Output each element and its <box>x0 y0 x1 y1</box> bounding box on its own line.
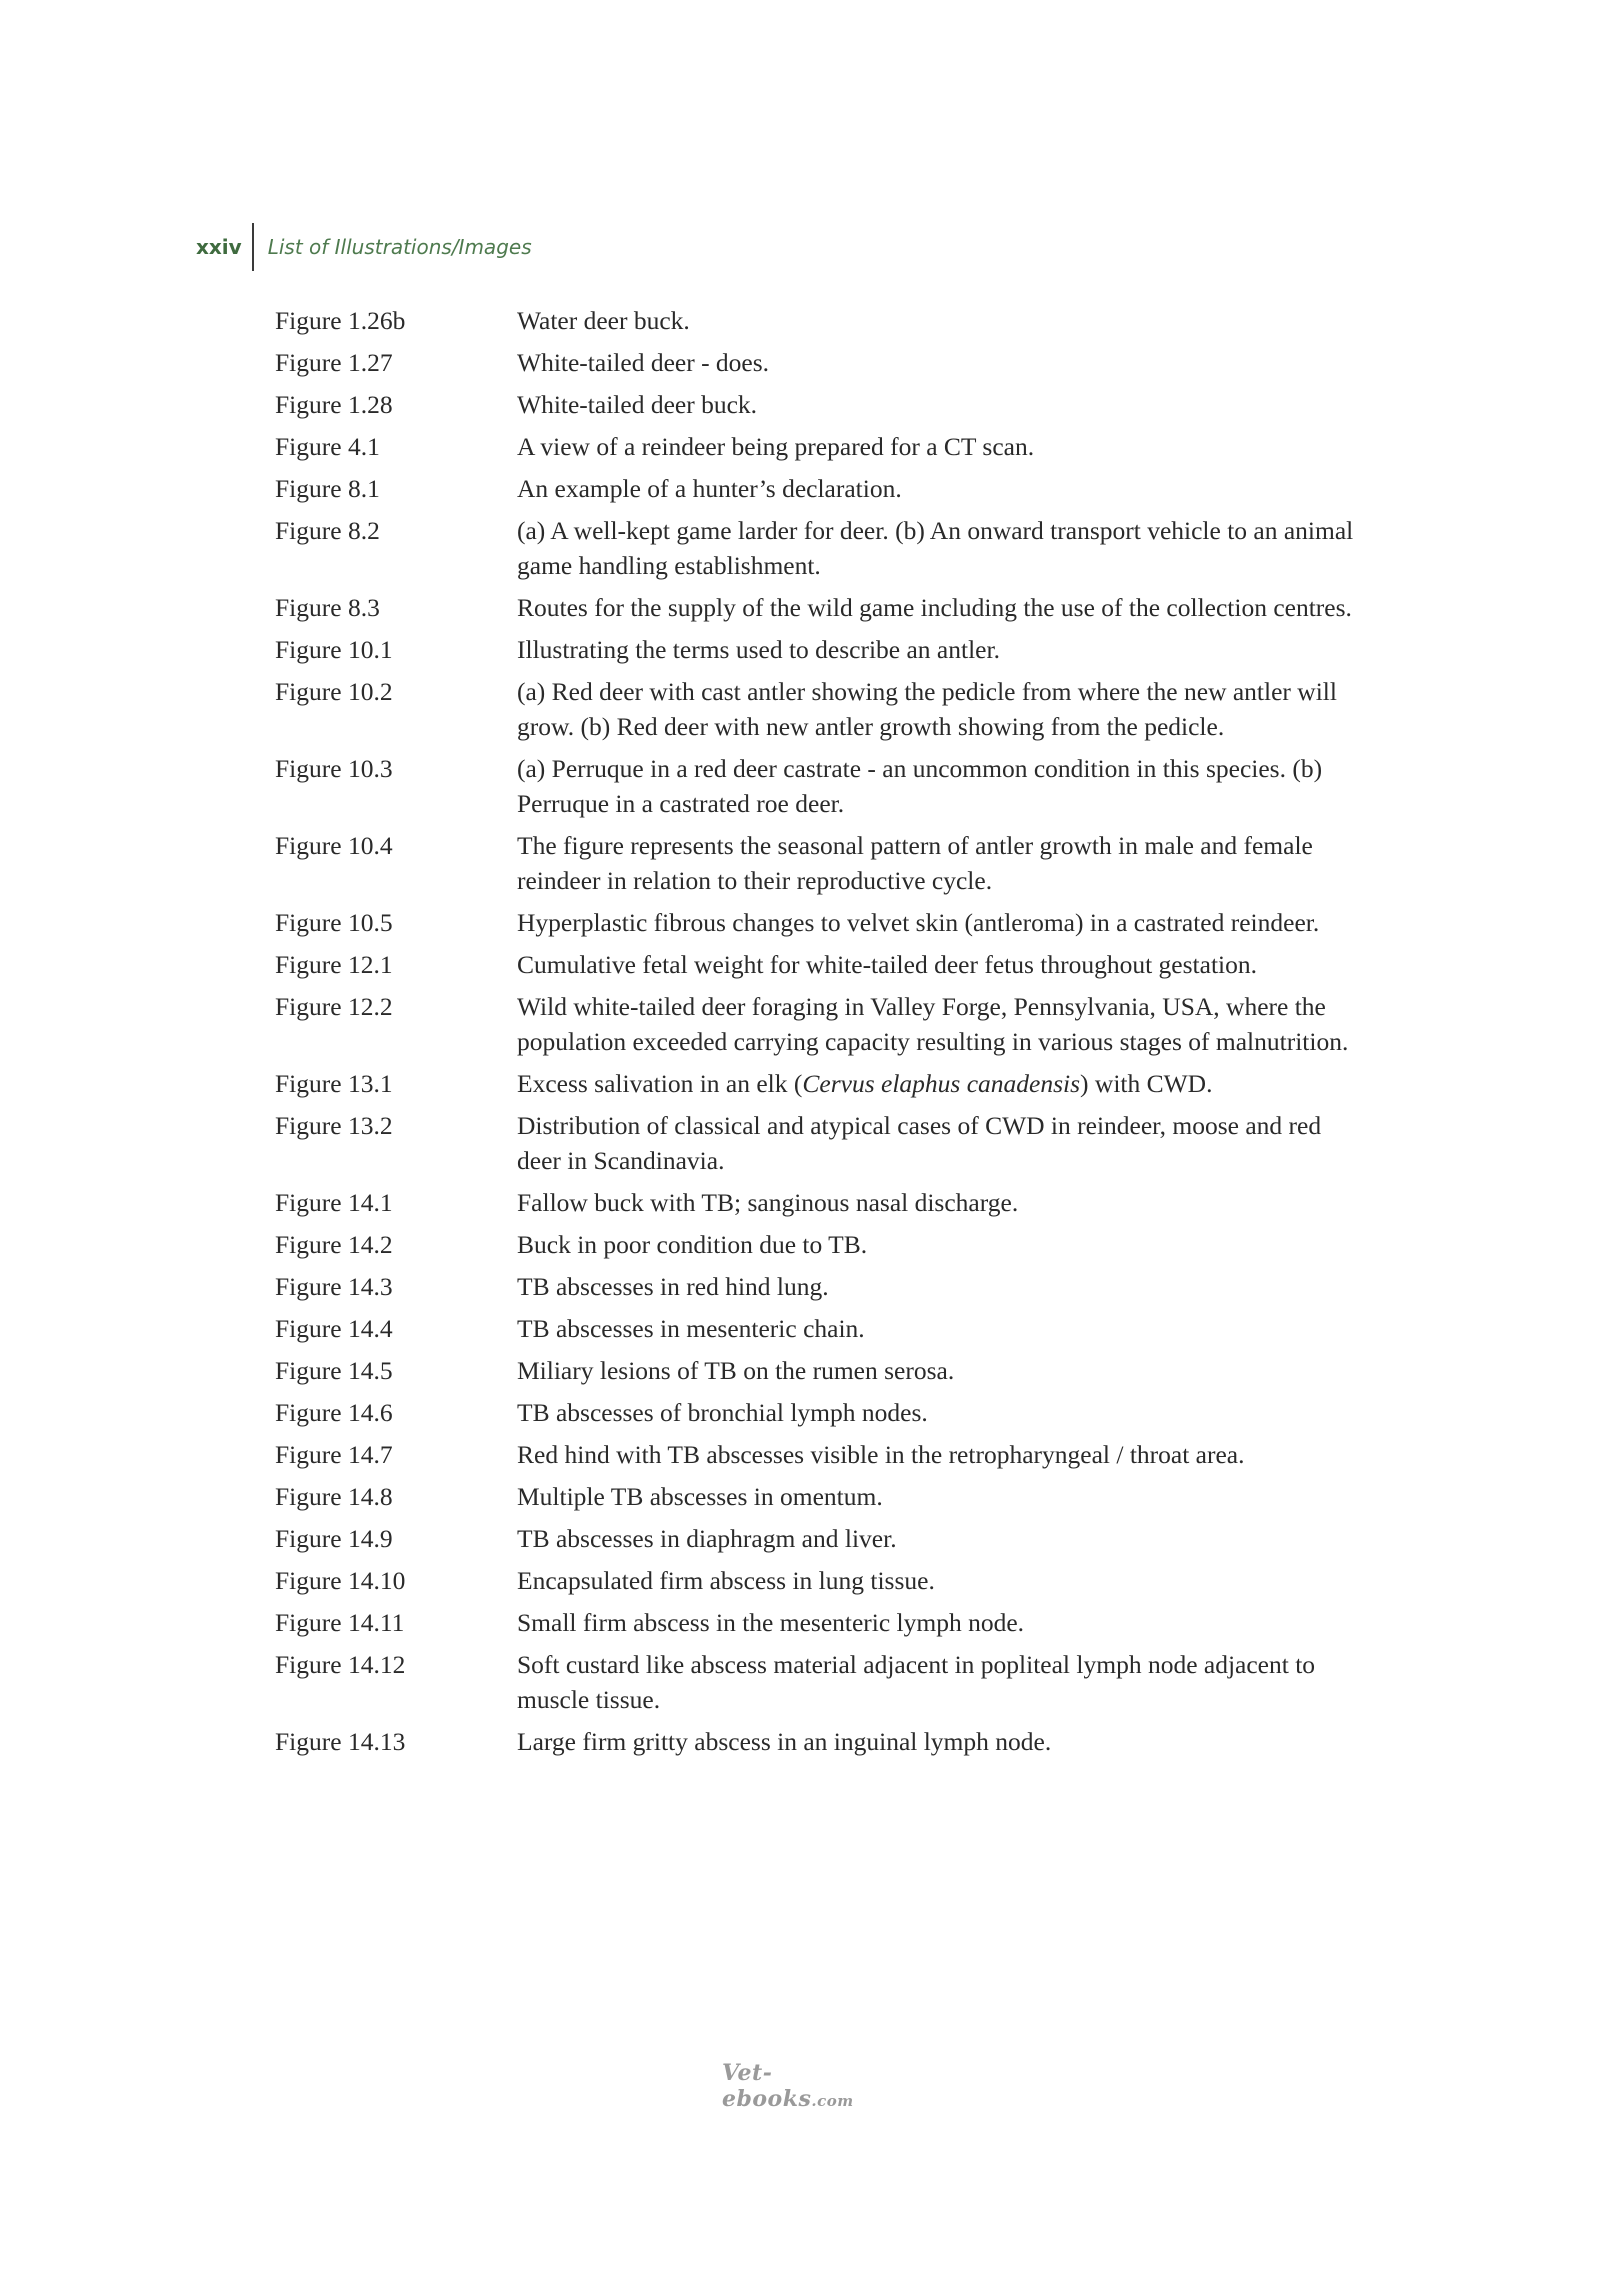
figure-entry <box>275 947 1355 982</box>
figure-label: Figure 4.1 <box>275 432 380 461</box>
running-title: List of Illustrations/Images <box>267 235 532 259</box>
figure-label: Figure 10.3 <box>275 754 393 783</box>
figure-label: Figure 14.1 <box>275 1188 393 1217</box>
figure-entry <box>275 989 1355 1059</box>
figure-entry <box>275 674 1355 744</box>
figure-caption: Red hind with TB abscesses visible in the retropharyngeal / throat area. <box>517 1440 1245 1469</box>
figure-caption: Routes for the supply of the wild game including the use of the collection centres. <box>517 593 1352 622</box>
figure-label: Figure 14.9 <box>275 1524 393 1553</box>
caption-species-name: Cervus elaphus canadensis <box>802 1069 1081 1098</box>
figure-caption: Water deer buck. <box>517 306 690 335</box>
figure-label: Figure 8.1 <box>275 474 380 503</box>
figure-label: Figure 10.1 <box>275 635 393 664</box>
figure-caption: TB abscesses in diaphragm and liver. <box>517 1524 897 1553</box>
page-number: xxiv <box>196 235 242 259</box>
figure-label: Figure 12.1 <box>275 950 393 979</box>
figure-caption: Illustrating the terms used to describe an antler. <box>517 635 1000 664</box>
figure-entry <box>275 1395 1355 1430</box>
figure-caption: Distribution of classical and atypical cases of CWD in reindeer, moose and red deer in Scandinavia. <box>517 1111 1322 1175</box>
figure-caption: White-tailed deer - does. <box>517 348 770 377</box>
figure-entry <box>275 345 1355 380</box>
figure-entry <box>275 1066 1355 1101</box>
figure-caption: Hyperplastic fibrous changes to velvet skin (antleroma) in a castrated reindeer. <box>517 908 1320 937</box>
figure-label: Figure 10.2 <box>275 677 393 706</box>
figure-caption: Wild white-tailed deer foraging in Valley Forge, Pennsylvania, USA, where the population exceeded carrying capacity resulting in various stages of malnutrition. <box>517 992 1349 1056</box>
figure-caption: White-tailed deer buck. <box>517 390 758 419</box>
caption-text: Excess salivation in an elk ( <box>517 1069 803 1098</box>
figure-caption: Encapsulated firm abscess in lung tissue. <box>517 1566 935 1595</box>
figure-list <box>275 303 1355 1766</box>
running-header <box>196 222 532 272</box>
figure-entry <box>275 1227 1355 1262</box>
figure-caption: A view of a reindeer being prepared for a CT scan. <box>517 432 1035 461</box>
figure-label: Figure 14.5 <box>275 1356 393 1385</box>
figure-entry <box>275 1563 1355 1598</box>
figure-caption: (a) Perruque in a red deer castrate - an uncommon condition in this species. (b) Perruque in a castrated roe deer. <box>517 754 1323 818</box>
figure-label: Figure 1.26b <box>275 306 406 335</box>
figure-caption: Soft custard like abscess material adjacent in popliteal lymph node adjacent to muscle tissue. <box>517 1650 1316 1714</box>
figure-entry <box>275 1479 1355 1514</box>
figure-caption: Fallow buck with TB; sanginous nasal discharge. <box>517 1188 1019 1217</box>
figure-label: Figure 12.2 <box>275 992 393 1021</box>
figure-entry <box>275 1521 1355 1556</box>
figure-entry <box>275 1605 1355 1640</box>
figure-caption: The figure represents the seasonal pattern of antler growth in male and female reindeer in relation to their reproductive cycle. <box>517 831 1313 895</box>
watermark-logo <box>722 2060 902 2112</box>
figure-caption: TB abscesses in red hind lung. <box>517 1272 829 1301</box>
figure-caption: Cumulative fetal weight for white-tailed deer fetus throughout gestation. <box>517 950 1257 979</box>
figure-entry <box>275 387 1355 422</box>
figure-entry <box>275 1269 1355 1304</box>
figure-entry <box>275 751 1355 821</box>
figure-label: Figure 13.1 <box>275 1069 393 1098</box>
figure-label: Figure 14.8 <box>275 1482 393 1511</box>
figure-label: Figure 10.5 <box>275 908 393 937</box>
figure-label: Figure 14.12 <box>275 1650 406 1679</box>
figure-caption: Miliary lesions of TB on the rumen serosa. <box>517 1356 955 1385</box>
figure-caption: Buck in poor condition due to TB. <box>517 1230 868 1259</box>
figure-entry <box>275 513 1355 583</box>
figure-entry <box>275 1724 1355 1759</box>
figure-label: Figure 14.3 <box>275 1272 393 1301</box>
figure-entry <box>275 905 1355 940</box>
figure-label: Figure 14.13 <box>275 1727 406 1756</box>
watermark-text: Vet-ebooks <box>722 2060 812 2112</box>
figure-label: Figure 14.10 <box>275 1566 406 1595</box>
figure-caption: (a) A well-kept game larder for deer. (b) An onward transport vehicle to an animal game handling establishment. <box>517 516 1354 580</box>
figure-label: Figure 10.4 <box>275 831 393 860</box>
figure-label: Figure 14.4 <box>275 1314 393 1343</box>
figure-entry <box>275 828 1355 898</box>
figure-label: Figure 14.11 <box>275 1608 405 1637</box>
header-divider <box>252 223 254 271</box>
figure-caption: Multiple TB abscesses in omentum. <box>517 1482 883 1511</box>
figure-label: Figure 13.2 <box>275 1111 393 1140</box>
figure-entry <box>275 429 1355 464</box>
watermark-suffix: .com <box>811 2092 854 2110</box>
figure-label: Figure 14.7 <box>275 1440 393 1469</box>
figure-entry <box>275 303 1355 338</box>
figure-entry <box>275 1353 1355 1388</box>
figure-caption: (a) Red deer with cast antler showing the pedicle from where the new antler will grow. (b) Red deer with new antler growth showing from the pedicle. <box>517 677 1337 741</box>
figure-label: Figure 1.27 <box>275 348 393 377</box>
figure-caption: TB abscesses of bronchial lymph nodes. <box>517 1398 928 1427</box>
figure-entry <box>275 1108 1355 1178</box>
figure-entry <box>275 632 1355 667</box>
figure-label: Figure 8.3 <box>275 593 380 622</box>
caption-text: ) with CWD. <box>1080 1069 1213 1098</box>
figure-entry <box>275 590 1355 625</box>
figure-entry <box>275 1437 1355 1472</box>
figure-entry <box>275 1311 1355 1346</box>
figure-label: Figure 14.6 <box>275 1398 393 1427</box>
figure-label: Figure 1.28 <box>275 390 393 419</box>
figure-caption <box>517 1066 1355 1101</box>
figure-caption: Large firm gritty abscess in an inguinal lymph node. <box>517 1727 1052 1756</box>
figure-entry <box>275 1647 1355 1717</box>
figure-label: Figure 14.2 <box>275 1230 393 1259</box>
figure-entry <box>275 1185 1355 1220</box>
figure-caption: Small firm abscess in the mesenteric lymph node. <box>517 1608 1025 1637</box>
figure-caption: An example of a hunter’s declaration. <box>517 474 902 503</box>
figure-entry <box>275 471 1355 506</box>
figure-caption: TB abscesses in mesenteric chain. <box>517 1314 865 1343</box>
figure-label: Figure 8.2 <box>275 516 380 545</box>
